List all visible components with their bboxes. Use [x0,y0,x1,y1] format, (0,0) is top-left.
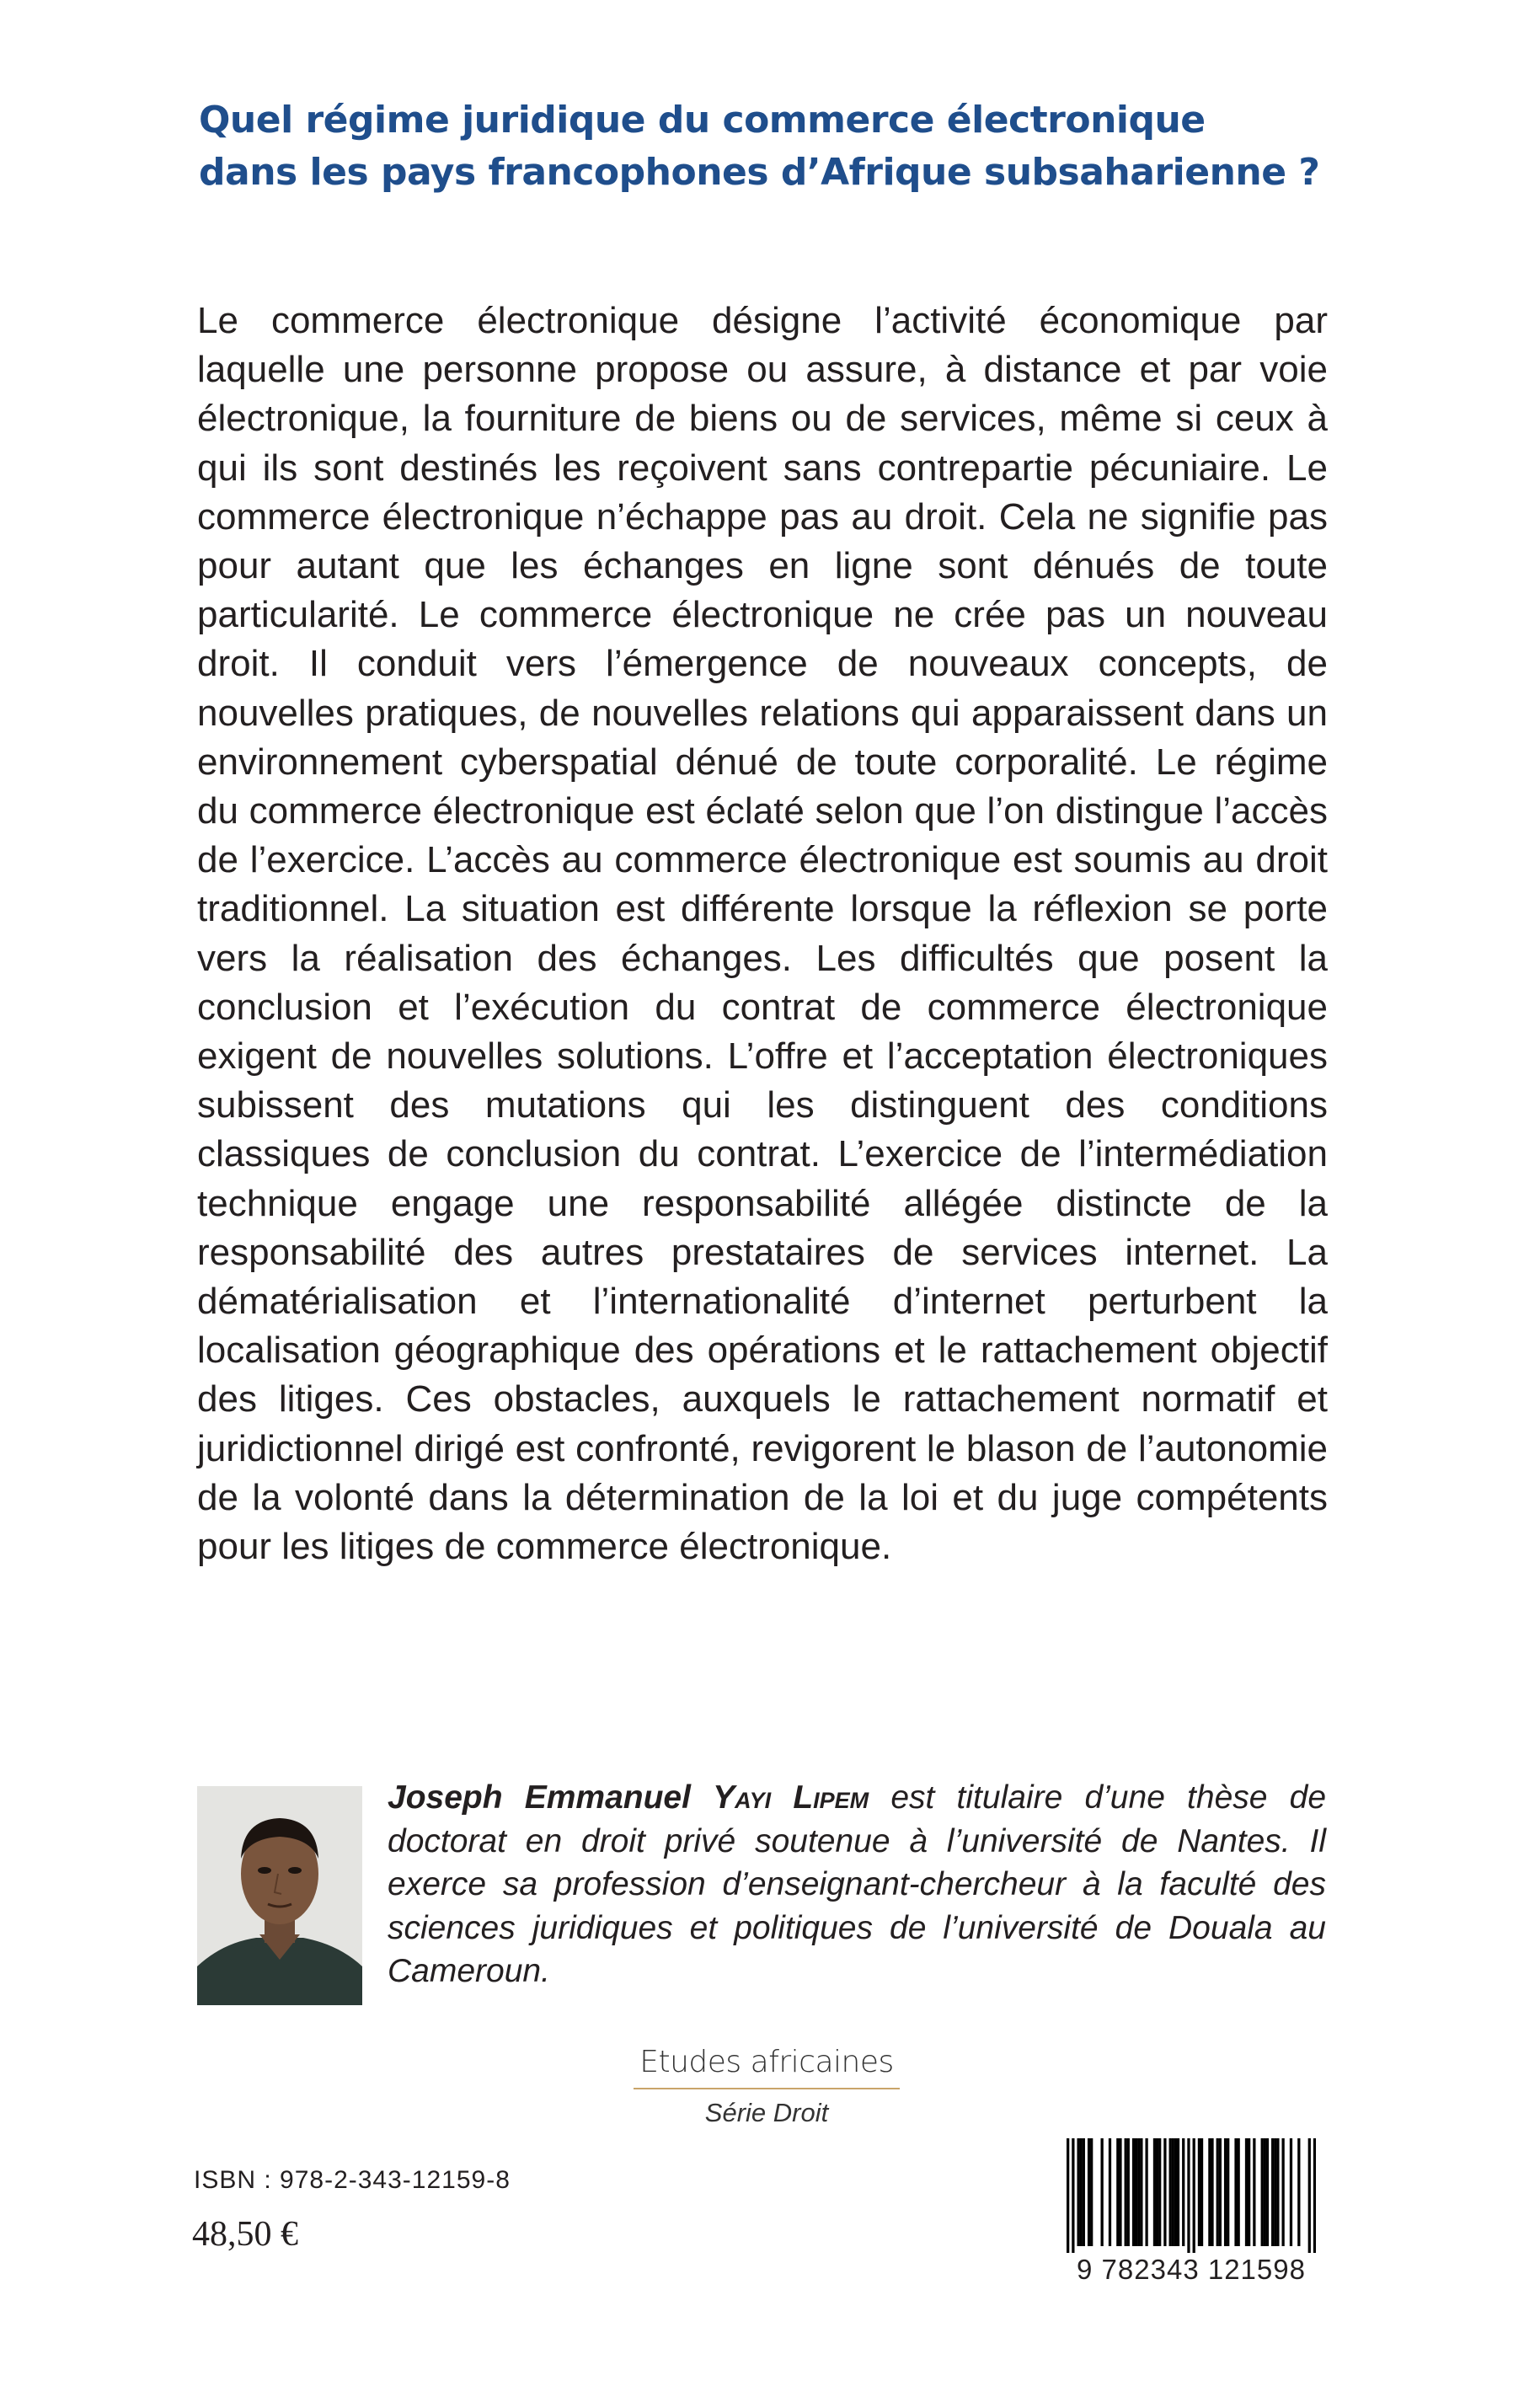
barcode-bar [1266,2138,1269,2246]
author-first-names: Joseph Emmanuel [388,1779,691,1816]
book-title-line-1: Quel régime juridique du commerce électronique [199,99,1206,142]
barcode-bar [1313,2138,1316,2253]
barcode-bar [1224,2138,1227,2246]
barcode-bar [1109,2138,1111,2246]
barcode-bar [1127,2138,1130,2246]
author-surname: Yayi Lipem [713,1779,869,1816]
collection-block [623,2042,910,2130]
author-photo [197,1786,362,2005]
barcode-bar [1156,2138,1158,2246]
barcode-bar [1271,2138,1274,2246]
barcode-bar [1090,2138,1093,2246]
barcode-bar [1308,2138,1311,2253]
barcode-bar [1072,2138,1074,2253]
author-bio-text: est titulaire d’une thèse de doctorat en droit privé soutenue à l’université de Nantes. Il exerce sa profession d’enseignant-chercheur à la faculté des sciences juridiques et politiques de l’université de Douala au Cameroun. [388,1779,1327,1989]
barcode-bar [1116,2138,1119,2246]
barcode-bar [1158,2138,1161,2246]
barcode-bar [1276,2138,1279,2246]
barcode-bar [1261,2138,1264,2246]
barcode-bar [1088,2138,1090,2246]
barcode-bar [1238,2138,1240,2246]
barcode-bar [1297,2138,1300,2246]
barcode-bar [1208,2138,1211,2246]
barcode-bar [1163,2138,1166,2246]
barcode-bar [1174,2138,1177,2246]
barcode-bar [1177,2138,1179,2246]
barcode-bar [1234,2138,1237,2246]
barcode-bar [1216,2138,1219,2246]
barcode-bar [1067,2138,1069,2253]
barcode-bar [1253,2138,1255,2246]
barcode-bar [1200,2138,1203,2246]
barcode-bar [1182,2138,1184,2246]
barcode-bar [1080,2138,1083,2246]
barcode-bar [1172,2138,1174,2246]
barcode-bar [1135,2138,1137,2246]
barcode-bar [1264,2138,1266,2246]
back-cover-summary: Le commerce électronique désigne l’activité économique par laquelle une personne propose ou assure, à distance et par voie électronique, la fourniture de biens ou de services, même si ceux à qui ils sont destinés les reçoivent sans contrepartie pécuniaire. Le commerce électronique n’échappe pas au droit. Cela ne signifie pas pour autant que les échanges en ligne sont dénués de toute particularité. Le commerce électronique ne crée pas un nouveau droit. Il conduit vers l’émergence de nouveaux concepts, de nouvelles pratiques, de nouvelles relations qui apparaissent dans un environnement cyberspatial dénué de toute corporalité. Le régime du commerce électronique est éclaté selon que l’on distingue l’accès de l’exercice. L’accès au commerce électronique est soumis au droit traditionnel. La situation est différente lorsque la réflexion se porte vers la réalisation des échanges. Les difficultés que posent la conclusion et l’exécution du contrat de commerce électronique exigent de nouvelles solutions. L’offre et l’acceptation électroniques subissent des mutations qui les distinguent des conditions classiques de conclusion du contrat. L’exercice de l’intermédiation technique engage une responsabilité allégée distincte de la responsabilité des autres prestataires de services internet. La dématérialisation et l’internationalité d’internet perturbent la localisation géographique des opérations et le rattachement objectif des litiges. Ces obstacles, auxquels le rattachement normatif et juridictionnel dirigé est confronté, revigorent le blason de l’autonomie de la volonté dans la détermination de la loi et du juge compétents pour les litiges de commerce électronique. [197,300,1328,1568]
barcode-bar [1198,2138,1200,2246]
barcode-bar [1119,2138,1121,2246]
book-title [199,94,1378,199]
barcode-bar [1169,2138,1172,2246]
barcode-bar [1227,2138,1229,2246]
barcode-bar [1101,2138,1104,2246]
barcode-bar [1153,2138,1156,2246]
barcode-bar [1132,2138,1135,2246]
barcode-bar [1083,2138,1085,2246]
barcode-bars [1067,2138,1316,2253]
barcode-bar [1187,2138,1190,2253]
isbn: ISBN : 978-2-343-12159-8 [194,2166,511,2194]
collection-series: Série Droit [704,2098,829,2127]
barcode [1055,2133,1328,2290]
barcode-bar [1077,2138,1079,2246]
barcode-bar [1193,2138,1195,2253]
barcode-bar [1290,2138,1292,2246]
barcode-bar [1274,2138,1276,2246]
barcode-bar [1219,2138,1222,2246]
book-title-line-2: dans les pays francophones d’Afrique subsaharienne ? [199,151,1320,194]
collection-name: Etudes africaines [639,2045,894,2079]
barcode-bar [1211,2138,1213,2246]
author-bio [388,1776,1326,1993]
barcode-bar [1125,2138,1127,2246]
barcode-digits: 9 782343 121598 [1077,2254,1306,2285]
barcode-bar [1137,2138,1140,2246]
author-portrait-illustration [197,1786,362,2005]
barcode-bar [1281,2138,1284,2246]
barcode-bar [1145,2138,1147,2246]
barcode-bar [1248,2138,1250,2246]
collection-divider [634,2088,900,2089]
barcode-bar [1245,2138,1248,2246]
barcode-bar [1140,2138,1142,2246]
price: 48,50 € [192,2215,298,2254]
